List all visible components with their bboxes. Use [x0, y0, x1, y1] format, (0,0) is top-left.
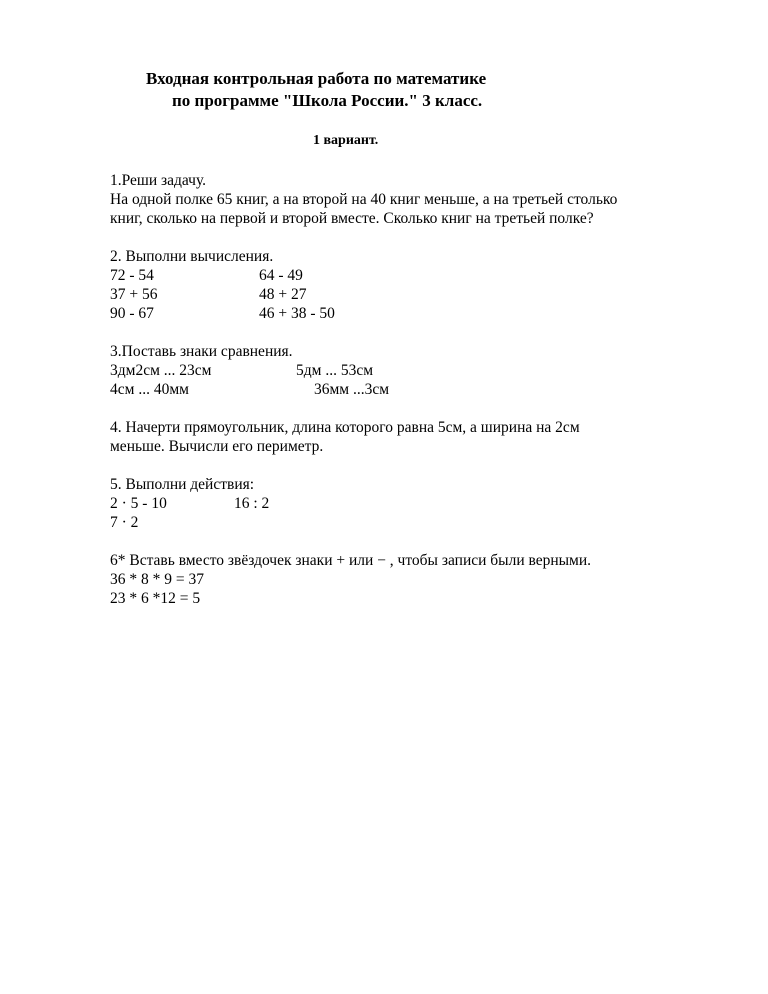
- task3-left-1: 3дм2см ... 23см: [110, 362, 212, 379]
- task2-right-3: 46 + 38 - 50: [259, 305, 335, 322]
- task2-left-2: 37 + 56: [110, 286, 158, 303]
- title-line-1: Входная контрольная работа по математике: [146, 69, 487, 88]
- task2-right-2: 48 + 27: [259, 286, 307, 303]
- task6-line1: 36 * 8 * 9 = 37: [110, 571, 204, 588]
- task1-heading: 1.Реши задачу.: [110, 172, 207, 189]
- task5-row1-left: 2 · 5 - 10: [110, 495, 167, 512]
- task1-line1: На одной полке 65 книг, а на второй на 40 книг меньше, а на третьей столько: [110, 191, 618, 208]
- task5-row1-right: 16 : 2: [234, 495, 270, 512]
- task2-right-1: 64 - 49: [259, 267, 303, 284]
- task2-left-3: 90 - 67: [110, 305, 154, 322]
- title-line-2: по программе "Школа России." 3 класс.: [172, 91, 483, 110]
- task4-line1: 4. Начерти прямоугольник, длина которого равна 5см, а ширина на 2см: [110, 419, 580, 436]
- variant-label: 1 вариант.: [313, 133, 379, 148]
- task4-line2: меньше. Вычисли его периметр.: [110, 438, 324, 455]
- task3-left-2: 4см ... 40мм: [110, 381, 189, 398]
- task6-line2: 23 * 6 *12 = 5: [110, 590, 201, 607]
- task1-line2: книг, сколько на первой и второй вместе. Сколько книг на третьей полке?: [110, 210, 594, 227]
- task2-left-1: 72 - 54: [110, 267, 154, 284]
- task5-row2-left: 7 · 2: [110, 514, 139, 531]
- task3-right-2: 36мм ...3см: [314, 381, 390, 398]
- task3-heading: 3.Поставь знаки сравнения.: [110, 343, 293, 360]
- task5-heading: 5. Выполни действия:: [110, 476, 255, 493]
- task2-heading: 2. Выполни вычисления.: [110, 248, 274, 265]
- task3-right-1: 5дм ... 53см: [296, 362, 374, 379]
- task6-heading: 6* Вставь вместо звёздочек знаки + или − , чтобы записи были верными.: [110, 552, 592, 569]
